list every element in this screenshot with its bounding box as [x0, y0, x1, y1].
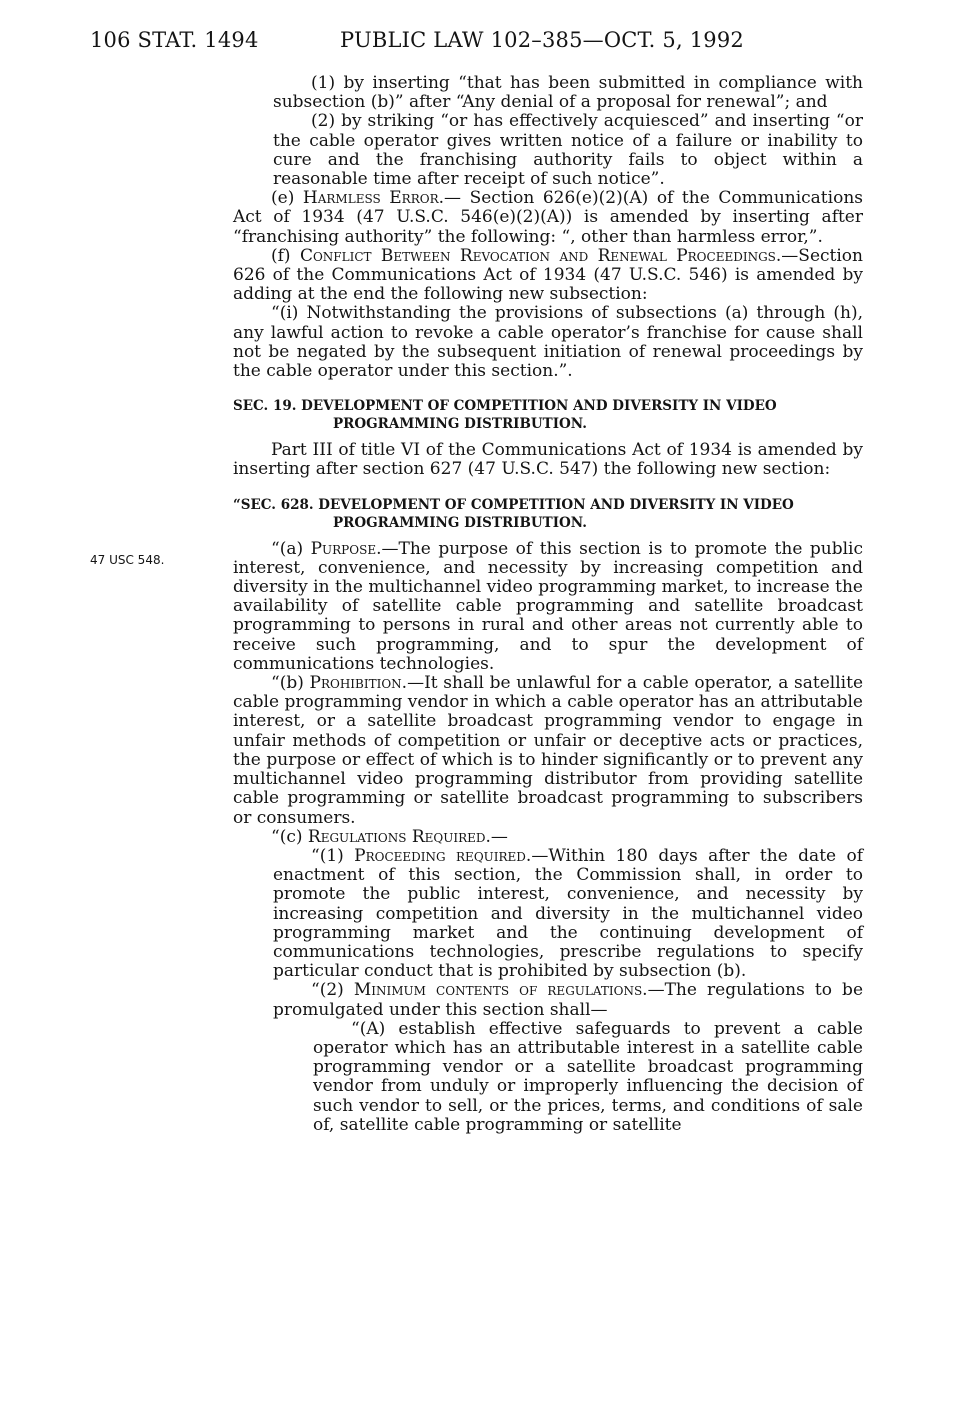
subsection-e-caption: Harmless Error.	[302, 188, 445, 209]
section-628-c-caption: Regulations Required.	[307, 826, 491, 847]
section-628-heading	[233, 496, 863, 532]
section-19-heading-line1: SEC. 19. DEVELOPMENT OF COMPETITION AND DIVERSITY IN VIDEO	[233, 398, 777, 415]
section-19-heading-line2: PROGRAMMING DISTRIBUTION.	[333, 416, 587, 433]
subsection-e-prefix: (e)	[271, 188, 303, 209]
quoted-subsection-i: “(i) Notwithstanding the provisions of subsections (a) through (h), any lawful action to revoke a cable operator’s franchise for cause shall not be negated by the subsequent initiation of renewal proceedings by the cable operator under this section.”.	[233, 303, 863, 382]
section-628-c2A: “(A) establish effective safeguards to prevent a cable operator which has an attributable interest in a satellite cable programming vendor or a satellite broadcast programming vendor from unduly or improperly influencing the decision of such vendor to sell, or the prices, terms, and conditions of sale of, satellite cable programming or satellite	[313, 1018, 863, 1135]
section-628-c1-prefix: “(1)	[311, 845, 355, 866]
section-628-c1	[233, 847, 863, 981]
section-628-c1-text: —Within 180 days after the date of enactment of this section, the Commission shall, in order to promote the public interest, convenience, and necessity by increasing competition and diversity in the multichannel video programming market and the continuing development of communications technologies, prescribe regulations to specify particular conduct that is prohibited by subsection (b).	[273, 845, 864, 982]
section-628-c2-prefix: “(2)	[311, 980, 354, 1001]
section-628-c	[233, 828, 863, 847]
section-628-c-prefix: “(c)	[271, 826, 308, 847]
section-628-c-text: —	[490, 826, 508, 847]
paragraph-d2: (2) by striking “or has effectively acquiesced” and inserting “or the cable operator gives written notice of a failure or inability to cure and the franchising authority fails to object within a reasonable time after receipt of such notice”.	[273, 111, 863, 190]
section-628-heading-line1: “SEC. 628. DEVELOPMENT OF COMPETITION AND DIVERSITY IN VIDEO	[233, 496, 794, 513]
subsection-f-caption: Conflict Between Revocation and Renewal Proceedings.	[299, 245, 782, 266]
subsection-f-prefix: (f)	[271, 245, 300, 266]
body-text	[233, 74, 863, 1135]
subsection-e-text: — Section 626(e)(2)(A) of the Communications Act of 1934 (47 U.S.C. 546(e)(2)(A)) is amended by inserting after “franchising authority” the following: “, other than harmless error,”.	[233, 188, 863, 247]
section-628-a	[233, 540, 863, 674]
section-628-c2-caption: Minimum contents of regulations.	[353, 980, 648, 1001]
subsection-f-text: —Section 626 of the Communications Act of 1934 (47 U.S.C. 546) is amended by adding at the end the following new subsection:	[233, 245, 863, 305]
section-628-heading-line2: PROGRAMMING DISTRIBUTION.	[333, 514, 587, 531]
section-19-intro: Part III of title VI of the Communications Act of 1934 is amended by inserting after section 627 (47 U.S.C. 547) the following new section:	[233, 440, 863, 480]
section-628-b-prefix: “(b)	[271, 673, 310, 694]
statute-page-ref: 106 STAT. 1494	[90, 28, 259, 52]
section-628-a-prefix: “(a)	[271, 538, 311, 559]
section-628-c2	[233, 981, 863, 1019]
section-19-heading	[233, 397, 863, 433]
public-law-header: PUBLIC LAW 102–385—OCT. 5, 1992	[340, 28, 744, 52]
section-628-c2-text: —The regulations to be promulgated under this section shall—	[273, 980, 863, 1020]
section-628-b-text: —It shall be unlawful for a cable operator, a satellite cable programming vendor in which a cable operator has an attributable interest, or a satellite broadcast programming vendor to engage in unfair methods of competition or unfair or deceptive acts or practices, the purpose or effect of which is to hinder significantly or to prevent any multichannel video programming distributor from providing satellite cable programming or satellite broadcast programming to subscribers or consumers.	[233, 673, 864, 828]
section-628-a-caption: Purpose.	[310, 538, 382, 559]
section-628-c1-caption: Proceeding required.	[354, 845, 532, 866]
section-628-a-text: —The purpose of this section is to promote the public interest, convenience, and necessity by increasing competition and diversity in the multichannel video programming market, to increase the availability of satellite cable programming and satellite broadcast programming to persons in rural and other areas not currently able to receive such programming, and to spur the development of communications technologies.	[233, 538, 863, 674]
subsection-e	[233, 189, 863, 247]
margin-citation: 47 USC 548.	[90, 553, 165, 567]
section-628-b-caption: Prohibition.	[309, 673, 408, 694]
paragraph-d1: (1) by inserting “that has been submitted in compliance with subsection (b)” after “Any denial of a proposal for renewal”; and	[273, 73, 863, 113]
subsection-f	[233, 247, 863, 305]
section-628-b	[233, 674, 863, 828]
